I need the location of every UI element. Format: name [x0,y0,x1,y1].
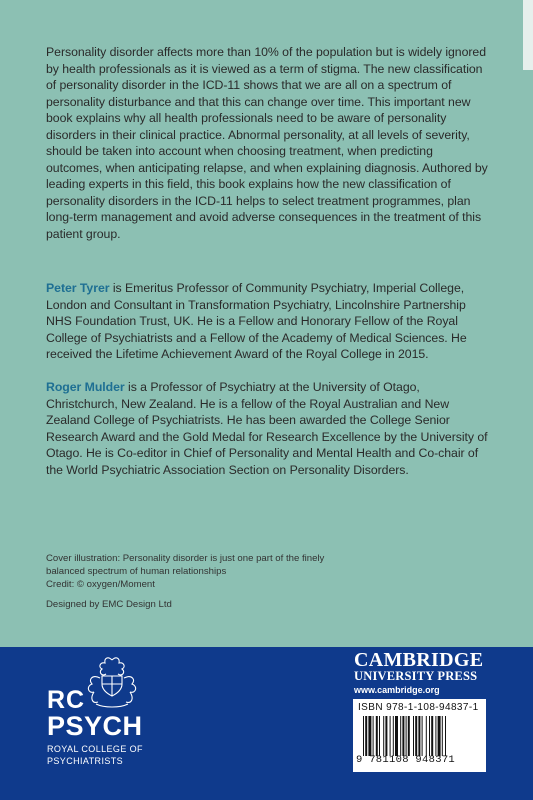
image-credit: Credit: © oxygen/Moment [46,578,155,590]
author-bio-text: is Emeritus Professor of Community Psychiatry, Imperial College, London and Consultant in Transformation Psychiatry, Lincolnshire Partnership NHS Foundation Trust, UK. He is a Fellow and Honorary Fellow of the Royal College of Psychiatrists and a Fellow of the Academy of Medical Sciences. He received the Lifetime Achievement Award of the Royal College in 2015. [46,281,467,361]
book-description: Personality disorder affects more than 10% of the population but is widely ignored by health professionals as it is viewed as a term of stigma. The new classification of personality disorder in the ICD-11 shows that we are all on a spectrum of personality disturbance and that this can change over time. This important new book explains why all health professionals need to be aware of personality disorders in their clinical practice. Abnormal personality, at all levels of severity, should be taken into account when choosing treatment, when predicting outcomes, when anticipating relapse, and when explaining diagnosis. Authored by leading experts in this field, this book explains how the new classification of personality disorders in the ICD-11 helps to select treatment programmes, plan long-term management and avoid adverse consequences in the treatment of this patient group. [46,45,488,241]
publisher-name: CAMBRIDGE [354,649,484,671]
rcpsych-logo-rc: RC [47,686,86,714]
barcode-number: 9 781108 948371 [356,754,456,766]
rcpsych-name-line2: PSYCHIATRISTS [47,756,124,766]
cover-illustration-caption: Cover illustration: Personality disorder is just one part of the finely balanced spectrum of human relationships [46,553,325,577]
author-bio-mulder [46,379,491,478]
publisher-url: www.cambridge.org [354,685,440,695]
designer-credit: Designed by EMC Design Ltd [46,599,172,610]
barcode-icon [363,716,478,756]
author-bio-text: is a Professor of Psychiatry at the University of Otago, Christchurch, New Zealand. He is a fellow of the Royal Australian and New Zealand College of Psychiatrists. He has been awarded the College Senior Research Award and the Gold Medal for Research Excellence by the University of Otago. He is Co-editor in Chief of Personality and Mental Health and Co-chair of the World Psychiatric Association Section on Personality Disorders. [46,380,488,477]
rcpsych-logo-psych: PSYCH [47,711,143,741]
publisher-subtitle: UNIVERSITY PRESS [354,669,478,683]
author-bio-tyrer [46,280,491,363]
rcpsych-name-line1: ROYAL COLLEGE OF [47,744,143,754]
cover-credits [46,553,346,591]
isbn-label: ISBN 978-1-108-94837-1 [358,702,479,713]
author-name: Roger Mulder [46,380,125,394]
page-edge-strip [523,0,533,70]
author-name: Peter Tyrer [46,281,110,295]
rcpsych-crest-icon [78,654,146,718]
